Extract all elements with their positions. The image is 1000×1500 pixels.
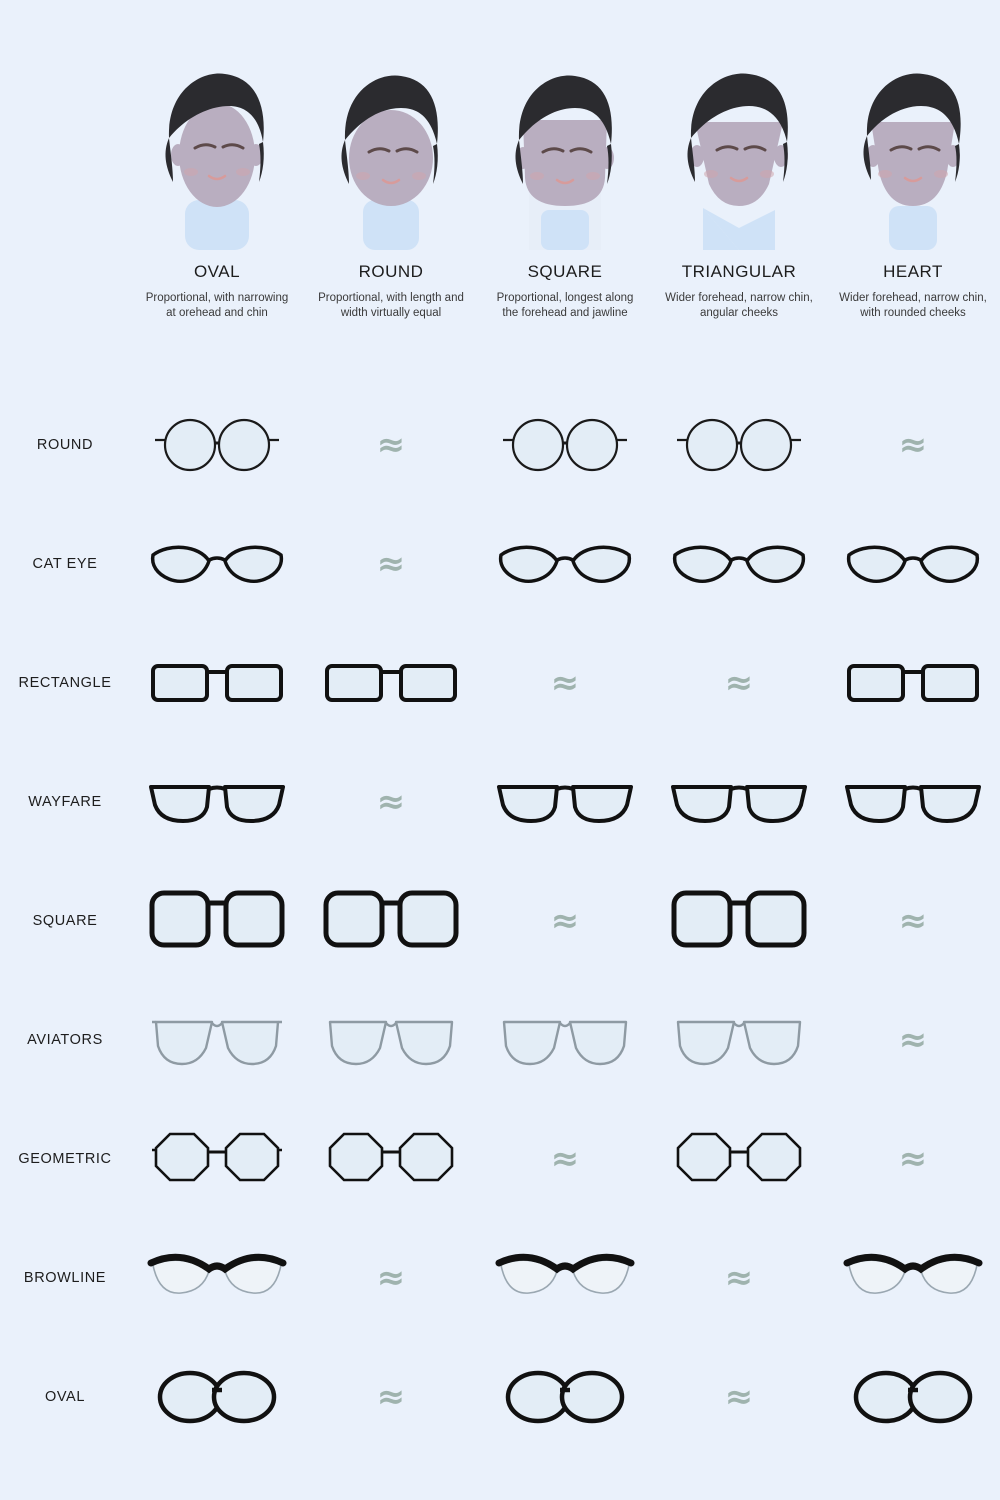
face-description: Proportional, longest along the forehead and jawline <box>496 292 634 319</box>
style-row-label: BROWLINE <box>23 1269 107 1286</box>
no-match-icon: ≈ <box>376 424 406 465</box>
style-row-cat-eye <box>0 504 1000 623</box>
style-row-label: RECTANGLE <box>18 674 112 691</box>
no-match-icon: ≈ <box>898 1138 928 1179</box>
cell-rectangle-round <box>304 623 478 742</box>
cell-geometric-square <box>478 1099 652 1218</box>
style-row-oval <box>0 1337 1000 1456</box>
style-row-label: ROUND <box>36 436 94 453</box>
cell-square-round <box>304 861 478 980</box>
face-illustration-heart <box>843 60 983 250</box>
cell-geometric-oval <box>130 1099 304 1218</box>
cell-browline-triangular <box>652 1218 826 1337</box>
face-illustration-oval <box>147 60 287 250</box>
no-match-icon: ≈ <box>376 1376 406 1417</box>
cell-oval-square <box>478 1337 652 1456</box>
style-row-wayfare <box>0 742 1000 861</box>
no-match-icon: ≈ <box>898 900 928 941</box>
cell-rectangle-triangular <box>652 623 826 742</box>
cell-round-square <box>478 385 652 504</box>
style-row-browline <box>0 1218 1000 1337</box>
style-row-rectangle <box>0 623 1000 742</box>
face-title: ROUND <box>358 262 424 281</box>
style-row-label: CAT EYE <box>32 555 98 572</box>
cell-aviators-round <box>304 980 478 1099</box>
face-title: OVAL <box>193 262 241 281</box>
face-column-heart <box>826 60 1000 321</box>
cell-rectangle-square <box>478 623 652 742</box>
no-match-icon: ≈ <box>376 1257 406 1298</box>
cell-wayfare-heart <box>826 742 1000 861</box>
style-row-label: SQUARE <box>32 912 98 929</box>
face-description: Wider forehead, narrow chin, with rounded cheeks <box>839 292 987 319</box>
style-row-round <box>0 385 1000 504</box>
cell-wayfare-oval <box>130 742 304 861</box>
face-shapes-header <box>130 60 1000 321</box>
style-row-label: GEOMETRIC <box>18 1150 112 1167</box>
face-column-round <box>304 60 478 321</box>
cell-wayfare-round <box>304 742 478 861</box>
cell-square-triangular <box>652 861 826 980</box>
style-row-label: WAYFARE <box>28 793 102 810</box>
no-match-icon: ≈ <box>724 662 754 703</box>
face-description: Wider forehead, narrow chin, angular cheeks <box>665 292 813 319</box>
face-column-oval <box>130 60 304 321</box>
cell-round-heart <box>826 385 1000 504</box>
cell-cat-eye-heart <box>826 504 1000 623</box>
cell-geometric-round <box>304 1099 478 1218</box>
cell-rectangle-heart <box>826 623 1000 742</box>
cell-rectangle-oval <box>130 623 304 742</box>
cell-geometric-heart <box>826 1099 1000 1218</box>
cell-cat-eye-oval <box>130 504 304 623</box>
cell-geometric-triangular <box>652 1099 826 1218</box>
face-title: SQUARE <box>527 262 603 281</box>
style-row-geometric <box>0 1099 1000 1218</box>
no-match-icon: ≈ <box>724 1257 754 1298</box>
cell-cat-eye-round <box>304 504 478 623</box>
face-illustration-triangular <box>669 60 809 250</box>
cell-oval-oval <box>130 1337 304 1456</box>
cell-aviators-heart <box>826 980 1000 1099</box>
cell-aviators-square <box>478 980 652 1099</box>
style-row-label: AVIATORS <box>27 1031 103 1048</box>
no-match-icon: ≈ <box>550 662 580 703</box>
glasses-matrix <box>0 385 1000 1456</box>
style-row-aviators <box>0 980 1000 1099</box>
face-description: Proportional, with narrowing at orehead and chin <box>145 292 289 319</box>
cell-wayfare-triangular <box>652 742 826 861</box>
cell-round-round <box>304 385 478 504</box>
cell-square-heart <box>826 861 1000 980</box>
cell-browline-square <box>478 1218 652 1337</box>
cell-browline-round <box>304 1218 478 1337</box>
cell-aviators-oval <box>130 980 304 1099</box>
face-illustration-square <box>495 60 635 250</box>
cell-wayfare-square <box>478 742 652 861</box>
cell-oval-triangular <box>652 1337 826 1456</box>
cell-oval-round <box>304 1337 478 1456</box>
face-description: Proportional, with length and width virtually equal <box>318 292 464 319</box>
style-row-square <box>0 861 1000 980</box>
cell-round-triangular <box>652 385 826 504</box>
cell-round-oval <box>130 385 304 504</box>
cell-oval-heart <box>826 1337 1000 1456</box>
no-match-icon: ≈ <box>376 543 406 584</box>
face-column-square <box>478 60 652 321</box>
face-illustration-round <box>321 60 461 250</box>
no-match-icon: ≈ <box>376 781 406 822</box>
no-match-icon: ≈ <box>724 1376 754 1417</box>
face-title: TRIANGULAR <box>681 262 797 281</box>
cell-cat-eye-triangular <box>652 504 826 623</box>
cell-browline-oval <box>130 1218 304 1337</box>
no-match-icon: ≈ <box>550 1138 580 1179</box>
cell-cat-eye-square <box>478 504 652 623</box>
cell-square-square <box>478 861 652 980</box>
no-match-icon: ≈ <box>898 424 928 465</box>
no-match-icon: ≈ <box>550 900 580 941</box>
cell-browline-heart <box>826 1218 1000 1337</box>
style-row-label: OVAL <box>44 1388 85 1405</box>
cell-aviators-triangular <box>652 980 826 1099</box>
cell-square-oval <box>130 861 304 980</box>
face-title: HEART <box>883 262 943 281</box>
face-column-triangular <box>652 60 826 321</box>
no-match-icon: ≈ <box>898 1019 928 1060</box>
